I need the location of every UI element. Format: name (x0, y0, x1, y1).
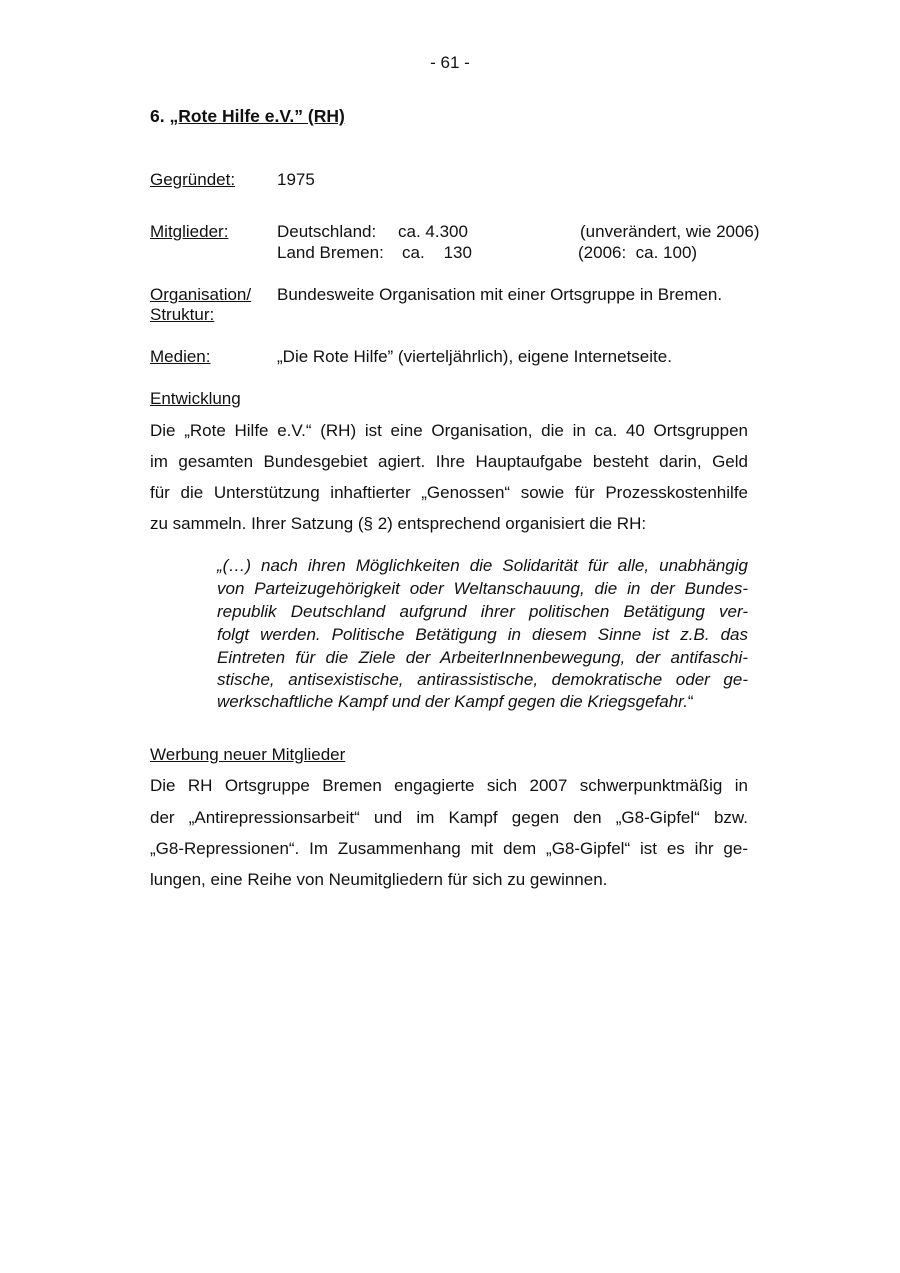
quote-line: werkschaftliche Kampf und der Kampf gegen die Kriegsgefahr. (217, 692, 688, 711)
section-title: „Rote Hilfe e.V.” (RH) (169, 106, 345, 126)
quote-close-mark: “ (687, 692, 694, 711)
members-de-label: Deutschland: (277, 222, 377, 241)
media-label: Medien: (150, 347, 211, 366)
members-hb-note: (2006: ca. 100) (578, 243, 698, 262)
members-de-value: ca. 4.300 (398, 222, 468, 241)
founded-label: Gegründet: (150, 170, 236, 189)
development-heading: Entwicklung (150, 389, 241, 408)
development-line: zu sammeln. Ihrer Satzung (§ 2) entsprechend organisiert die RH: (150, 514, 647, 533)
page-number: - 61 - (430, 53, 470, 72)
development-line: für die Unterstützung inhaftierter „Genossen“ sowie für Prozesskostenhilfe (150, 483, 748, 502)
section-number: 6. (150, 106, 165, 126)
quote-line: folgt werden. Politische Betätigung in diesem Sinne ist z.B. das (217, 625, 748, 644)
founded-value: 1975 (277, 170, 315, 189)
recruitment-line: Die RH Ortsgruppe Bremen engagierte sich 2007 schwerpunktmäßig in (150, 776, 748, 795)
section-heading (150, 106, 345, 127)
recruitment-heading: Werbung neuer Mitglieder (150, 745, 346, 764)
media-value: „Die Rote Hilfe” (vierteljährlich), eigene Internetseite. (277, 347, 672, 366)
quote-line: stische, antisexistische, antirassistische, demokratische oder ge- (217, 670, 748, 689)
quote-line: Eintreten für die Ziele der ArbeiterInnenbewegung, der antifaschi- (217, 648, 748, 667)
members-label: Mitglieder: (150, 222, 229, 241)
development-line: im gesamten Bundesgebiet agiert. Ihre Hauptaufgabe besteht darin, Geld (150, 452, 748, 471)
quote-last-line (217, 692, 694, 712)
structure-label: Struktur: (150, 305, 215, 324)
organisation-label: Organisation/ (150, 285, 252, 304)
members-de-note: (unverändert, wie 2006) (580, 222, 760, 241)
recruitment-line: der „Antirepressionsarbeit“ und im Kampf gegen den „G8-Gipfel“ bzw. (150, 808, 748, 827)
recruitment-line: „G8-Repressionen“. Im Zusammenhang mit dem „G8-Gipfel“ ist es ihr ge- (150, 839, 748, 858)
quote-line: republik Deutschland aufgrund ihrer politischen Betätigung ver- (217, 602, 748, 621)
members-hb-value: ca. 130 (402, 243, 472, 262)
quote-line: von Parteizugehörigkeit oder Weltanschauung, die in der Bundes- (217, 579, 748, 598)
organisation-value: Bundesweite Organisation mit einer Ortsgruppe in Bremen. (277, 285, 723, 304)
recruitment-line: lungen, eine Reihe von Neumitgliedern für sich zu gewinnen. (150, 870, 608, 889)
development-line: Die „Rote Hilfe e.V.“ (RH) ist eine Organisation, die in ca. 40 Ortsgruppen (150, 421, 748, 440)
quote-line: „(…) nach ihren Möglichkeiten die Solidarität für alle, unabhängig (217, 556, 748, 575)
members-hb-label: Land Bremen: (277, 243, 384, 262)
